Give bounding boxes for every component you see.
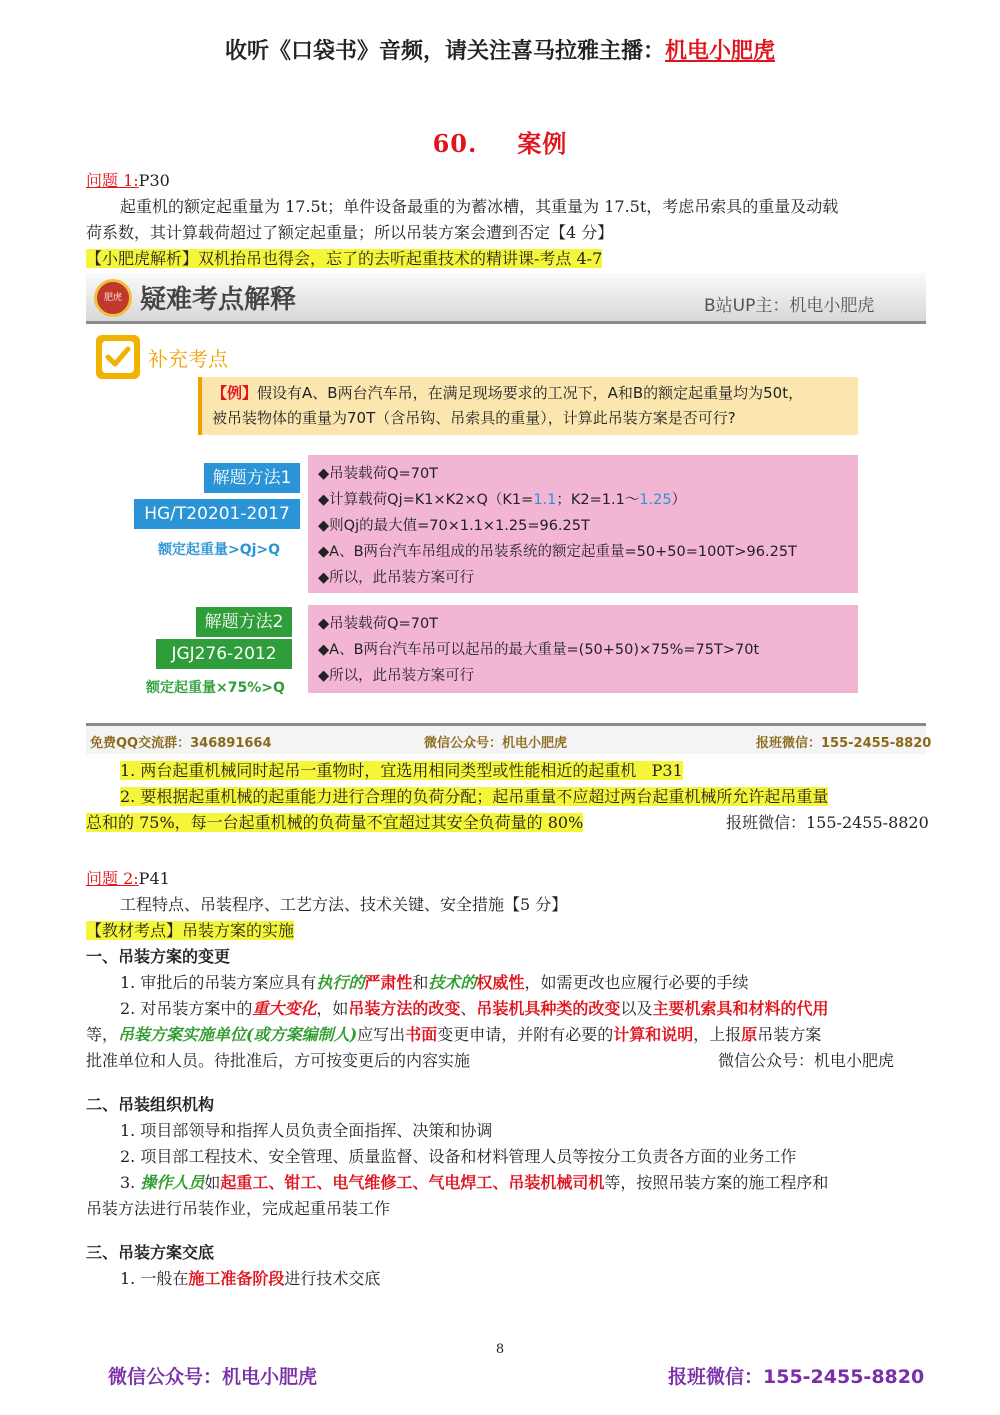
q2-text: 工程特点、吊装程序、工艺方法、技术关键、安全措施【5 分】 xyxy=(120,895,568,914)
slide-heading: 疑难考点解释 xyxy=(140,285,297,315)
q2-tag xyxy=(86,918,294,944)
s2-p3: 3. 操作人员如起重工、钳工、电气维修工、气电焊工、吊装机械司机等，按照吊装方案的施工程序和 xyxy=(120,1173,829,1192)
method1-standard: HG/T20201-2017 xyxy=(134,499,300,529)
page-number: 8 xyxy=(495,1342,505,1357)
example-box xyxy=(198,377,858,435)
note-2a-text: 2. 要根据起重机械的起重能力进行合理的负荷分配；起吊重量不应超过两台起重机械所允许起吊重量 xyxy=(120,787,829,806)
s2-title: 二、吊装组织机构 xyxy=(86,1095,215,1114)
m2-line-2: ◆A、B两台汽车吊可以起吊的最大重量=(50+50)×75%=75T>70t xyxy=(318,642,760,658)
q1-analysis-text: 【小肥虎解析】双机抬吊也得会，忘了的去听起重技术的精讲课-考点 4-7 xyxy=(86,249,603,268)
example-line-1: 假设有A、B两台汽车吊，在满足现场要求的工况下，A和B的额定起重量均为50t， xyxy=(257,384,804,402)
method2-standard: JGJ276-2012 xyxy=(156,639,292,669)
s3-title: 三、吊装方案交底 xyxy=(86,1243,215,1262)
method1-tag: 解题方法1 xyxy=(204,463,300,493)
s2-p2: 2. 项目部工程技术、安全管理、质量监督、设备和材料管理人员等按分工负责各方面的业务工作 xyxy=(120,1147,797,1166)
slide-footer xyxy=(86,723,932,754)
slide-image xyxy=(86,273,932,751)
s1-p4-wechat: 微信公众号：机电小肥虎 xyxy=(718,1051,895,1070)
m1-line-4: ◆A、B两台汽车吊组成的吊装系统的额定起重量=50+50=100T>96.25T xyxy=(318,544,797,560)
s1-p4: 批准单位和人员。待批准后，方可按变更后的内容实施 xyxy=(86,1051,471,1070)
m1-line-2: ◆计算载荷Qj=K1×K2×Q（K1=1.1；K2=1.1～1.25） xyxy=(318,492,687,508)
s2-p1: 1. 项目部领导和指挥人员负责全面指挥、决策和协调 xyxy=(120,1121,493,1140)
q1-heading xyxy=(86,168,170,194)
note-2b xyxy=(86,810,583,836)
q1-label: 问题 1: xyxy=(86,171,139,190)
q1-analysis xyxy=(86,246,602,272)
method1-box xyxy=(308,455,858,593)
checkmark-icon xyxy=(96,335,140,379)
s1-title: 一、吊装方案的变更 xyxy=(86,947,231,966)
slide-foot-qq: 免费QQ交流群：346891664 xyxy=(90,736,272,751)
q2-label: 问题 2: xyxy=(86,869,139,888)
s1-p3: 等，吊装方案实施单位(或方案编制人)应写出书面变更申请，并附有必要的计算和说明，上报原吊装方案 xyxy=(86,1025,822,1044)
q2-tag-text: 【教材考点】吊装方案的实施 xyxy=(86,921,295,940)
top-header xyxy=(0,34,1000,65)
s3-p1: 1. 一般在施工准备阶段进行技术交底 xyxy=(120,1269,381,1288)
example-tag: 【例】 xyxy=(212,384,258,402)
note-2a xyxy=(120,784,828,810)
note-1 xyxy=(120,758,683,784)
q1-text-2: 荷系数，其计算载荷超过了额定起重量；所以吊装方案会遭到否定【4 分】 xyxy=(86,223,614,242)
q1-text-1: 起重机的额定起重量为 17.5t；单件设备最重的为蓄冰槽，其重量为 17.5t，考虑吊索具的重量及动载 xyxy=(120,197,839,216)
method2-tag: 解题方法2 xyxy=(196,607,292,637)
s2-p4: 吊装方法进行吊装作业，完成起重吊装工作 xyxy=(86,1199,391,1218)
s1-p2: 2. 对吊装方案中的重大变化，如吊装方法的改变、吊装机具种类的改变以及主要机索具和材料的代用 xyxy=(120,999,829,1018)
m1-line-3: ◆则Qj的最大值=70×1.1×1.25=96.25T xyxy=(318,518,590,534)
q1-page: P30 xyxy=(138,171,170,190)
note-1-page: P31 xyxy=(651,761,683,780)
method1-note: 额定起重量>Qj>Q xyxy=(158,542,281,558)
supplement-label: 补充考点 xyxy=(148,347,228,371)
slide-up-label: B站UP主：机电小肥虎 xyxy=(704,296,875,316)
slide-logo: 肥虎 xyxy=(94,279,132,317)
slide-foot-wechat: 微信公众号：机电小肥虎 xyxy=(424,736,568,751)
slide-foot-enroll: 报班微信：155-2455-8820 xyxy=(756,736,932,751)
footer-wechat: 微信公众号：机电小肥虎 xyxy=(108,1366,318,1388)
m1-line-1: ◆吊装载荷Q=70T xyxy=(318,466,439,482)
footer-enroll: 报班微信：155-2455-8820 xyxy=(668,1366,925,1388)
q2-page: P41 xyxy=(138,869,170,888)
s1-p1: 1. 审批后的吊装方案应具有执行的严肃性和技术的权威性，如需更改也应履行必要的手续 xyxy=(120,973,749,992)
section-number: 60. xyxy=(432,129,478,158)
method2-box xyxy=(308,605,858,693)
note-wechat: 报班微信：155-2455-8820 xyxy=(726,813,929,832)
header-prefix: 收听《口袋书》音频，请关注喜马拉雅主播： xyxy=(224,38,665,64)
method2-note: 额定起重量×75%>Q xyxy=(146,680,285,696)
header-anchor-link[interactable]: 机电小肥虎 xyxy=(665,38,776,64)
note-1-text: 1. 两台起重机械同时起吊一重物时，宜选用相同类型或性能相近的起重机 xyxy=(120,761,637,780)
m2-line-3: ◆所以，此吊装方案可行 xyxy=(318,668,475,684)
q2-heading xyxy=(86,866,170,892)
example-line-2: 被吊装物体的重量为70T（含吊钩、吊索具的重量），计算此吊装方案是否可行? xyxy=(212,409,736,427)
m1-line-5: ◆所以，此吊装方案可行 xyxy=(318,570,475,586)
section-title xyxy=(0,124,1000,159)
m2-line-1: ◆吊装载荷Q=70T xyxy=(318,616,439,632)
section-name: 案例 xyxy=(517,129,568,158)
note-2b-text: 总和的 75%，每一台起重机械的负荷量不宜超过其安全负荷量的 80% xyxy=(86,813,584,832)
